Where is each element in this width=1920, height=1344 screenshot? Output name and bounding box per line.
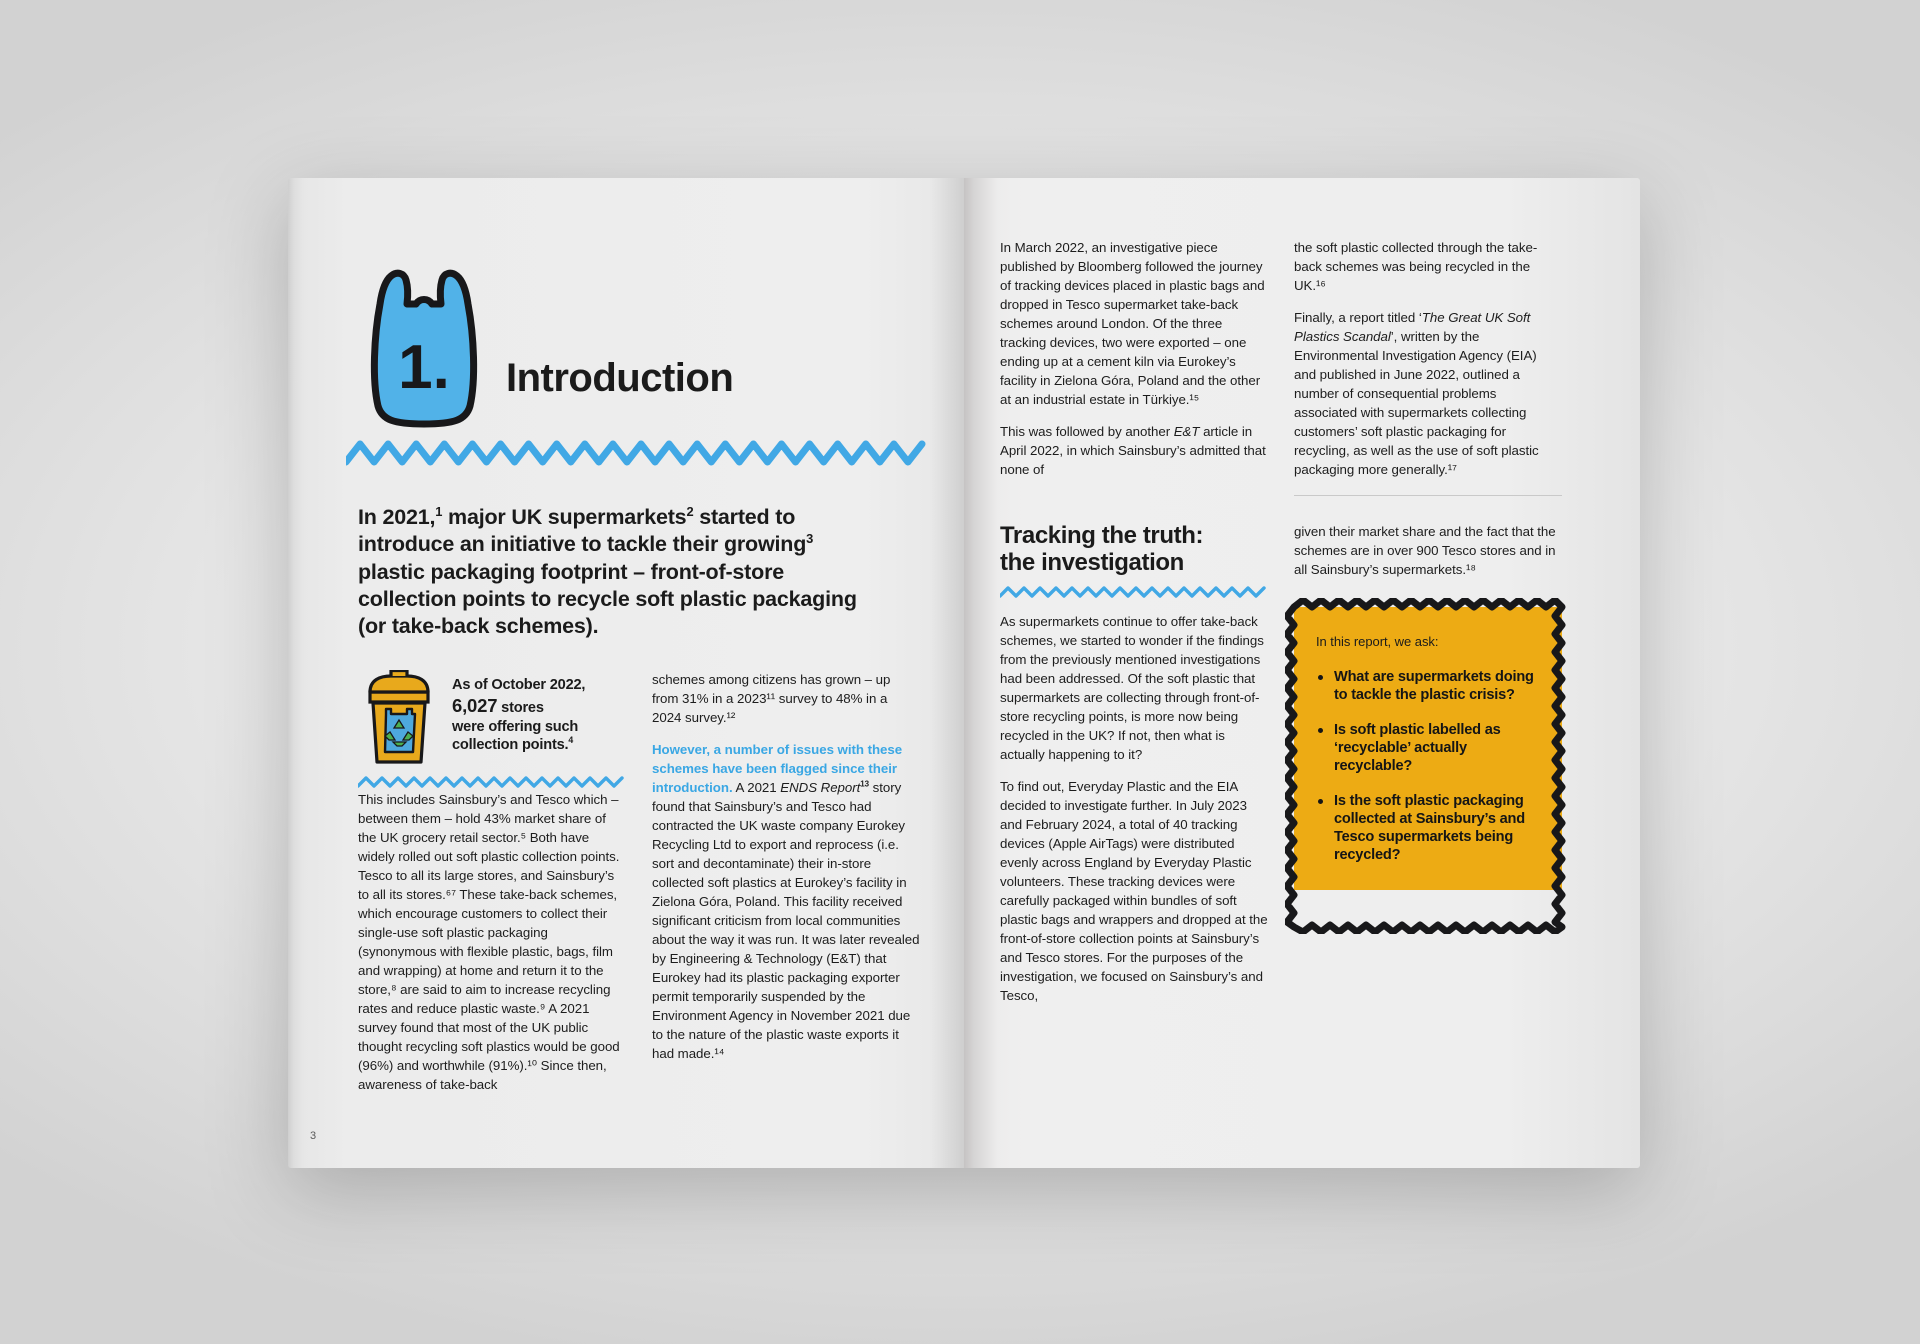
in-this-report-callout	[1294, 607, 1562, 890]
stat-line-3: were offering such	[452, 718, 579, 735]
section-heading-line-2: the investigation	[1000, 549, 1184, 577]
plastic-bag-icon	[358, 260, 490, 428]
et-lead-in: This was followed by another	[1000, 424, 1174, 439]
lead-paragraph	[358, 504, 878, 640]
chapter-header	[358, 240, 928, 428]
recycling-bin-icon	[358, 670, 440, 766]
left-column-1	[358, 670, 626, 1107]
right-col2-paragraph-2	[1294, 308, 1562, 479]
left-column-2	[652, 670, 920, 1107]
stat-unit: stores	[497, 699, 544, 716]
right-col2-paragraph-1: the soft plastic collected through the take-back schemes was being recycled in the UK.¹⁶	[1294, 240, 1538, 293]
lead-run-0: In 2021,	[358, 505, 436, 529]
section-heading	[1000, 522, 1268, 576]
ends-report-title: ENDS Report	[780, 780, 861, 796]
magazine-spread	[288, 178, 1640, 1168]
ask-box-question-list	[1316, 668, 1538, 865]
left-col1-paragraph: This includes Sainsbury’s and Tesco which – between them – hold 43% market share of the UK grocery retail sector.⁵ Both have widely rolled out soft plastic collection points. Tesco to all its large stores, and Sainsbury’s to all its stores.⁶⁷ These take-back schemes, which encourage customers to collect their single-use soft plastic packaging (synonymous with flexible plastic, bags, film and wrapping) at home and return it to the store,⁸ are said to aim to increase recycling rates and reduce plastic waste.⁹ A 2021 survey found that most of the UK public thought recycling soft plastics would be good (96%) and worthwhile (91%).¹⁰ Since then, awareness of take-back	[358, 792, 620, 1093]
lead-run-2: started to introduce an initiative to tackle their growing	[358, 505, 807, 557]
ask-box-intro: In this report, we ask:	[1316, 634, 1439, 649]
ask-box-question: Is the soft plastic packaging collected at Sainsbury’s and Tesco supermarkets being recycled?	[1316, 792, 1538, 864]
footnote-2: 2	[686, 503, 694, 519]
scandal-tail: ’, written by the Environmental Investigation Agency (EIA) and published in June 2022, outlined a number of consequential problems associated with supermarkets collecting customers’ soft plastic packaging for recycling, as well as the use of soft plastic packaging more generally.¹⁷	[1294, 329, 1539, 477]
right-column-2	[1294, 238, 1562, 518]
section-column-1	[1000, 522, 1268, 1018]
zigzag-divider	[346, 436, 928, 470]
footnote-13: 13	[860, 780, 870, 790]
ask-box-question: What are supermarkets doing to tackle the plastic crisis?	[1316, 668, 1538, 704]
et-title: E&T	[1173, 424, 1200, 439]
section-col1-paragraph-2: To find out, Everyday Plastic and the EIA decided to investigate further. In July 2023 and February 2024, a total of 40 tracking devices (Apple AirTags) were distributed evenly across England by Everyday Plastic volunteers. These tracking devices were carefully packaged within bundles of soft plastic bags and wrappers and dropped at the front-of-store collection points at Sainsbury’s and Tesco stores. For the purposes of the investigation, we focused on Sainsbury’s and Tesco,	[1000, 779, 1268, 1004]
stat-callout	[358, 670, 626, 766]
chapter-title: Introduction	[506, 356, 734, 400]
ask-box-question: Is soft plastic labelled as ‘recyclable’ actually recyclable?	[1316, 721, 1538, 775]
left-col2-paragraph-top: schemes among citizens has grown – up from 31% in a 2023¹¹ survey to 48% in a 2024 survey.¹²	[652, 672, 891, 726]
scandal-title: The Great UK Soft Plastics Scandal	[1294, 310, 1531, 344]
left-page-columns	[358, 670, 928, 1107]
lead-run-1: major UK supermarkets	[442, 505, 687, 529]
et-tail: article in April 2022, in which Sainsbury’s admitted that none of	[1000, 424, 1266, 477]
lead-run-3: plastic packaging footprint – front-of-store collection points to recycle soft plastic packaging (or take-back schemes).	[358, 559, 857, 639]
section-column-2	[1294, 522, 1562, 1018]
right-col1-paragraph-1: In March 2022, an investigative piece published by Bloomberg followed the journey of tracking devices placed in plastic bags and dropped in Tesco supermarket take-back schemes around London. Of the three tracking devices, two were exported – one ending up at a cement kiln via Eurokey’s facility in Zielona Góra, Poland and the other at an industrial estate in Türkiye.¹⁵	[1000, 240, 1265, 407]
left-page	[288, 178, 964, 1168]
stat-callout-text	[452, 670, 585, 753]
chapter-number-glyph: 1.	[398, 333, 450, 402]
highlight-sentence: However, a number of issues with these schemes have been flagged since their introduction.	[652, 742, 903, 796]
section-col2-paragraph-1: given their market share and the fact that the schemes are in over 900 Tesco stores and in all Sainsbury’s supermarkets.¹⁸	[1294, 524, 1556, 577]
left-col2-tail: story found that Sainsbury’s and Tesco had contracted the UK waste company Eurokey Recycling Ltd to export and reprocess (i.e. sort and decontaminate) their in-store collected soft plastics at Eurokey’s facility in Zielona Góra, Poland. This facility received significant criticism from local communities about the way it was run. It was later revealed by Engineering & Technology (E&T) that Eurokey had its plastic packaging exporter permit temporarily suspended by the Environment Agency in November 2021 due to the nature of the plastic waste exports it had made.¹⁴	[652, 780, 920, 1062]
section-col1-paragraph-1: As supermarkets continue to offer take-back schemes, we started to wonder if the findings from the previously mentioned investigations had been addressed. Of the soft plastic that supermarkets are collecting through front-of-store recycling points, is more now being recycled in the UK? If not, then what is actually happening to it?	[1000, 614, 1264, 763]
right-page-section	[1000, 522, 1582, 1018]
scandal-lead-in: Finally, a report titled ‘	[1294, 310, 1422, 325]
ends-lead-in: A 2021	[732, 780, 781, 796]
footnote-4: 4	[568, 734, 574, 745]
stat-line-1: As of October 2022,	[452, 677, 586, 694]
stat-number: 6,027	[452, 694, 498, 716]
right-page	[964, 178, 1640, 1168]
footnote-3: 3	[806, 531, 814, 547]
zigzag-divider-small	[358, 774, 626, 790]
page-folio: 3	[310, 1130, 317, 1142]
section-divider-rule	[1294, 495, 1562, 496]
stat-line-4: collection points.	[452, 736, 569, 753]
right-page-top-columns	[1000, 238, 1582, 518]
section-heading-line-1: Tracking the truth:	[1000, 522, 1204, 549]
footnote-1: 1	[435, 503, 443, 519]
zigzag-divider-section	[1000, 584, 1268, 600]
left-col2-paragraph-highlight	[652, 740, 920, 1063]
right-col1-paragraph-2	[1000, 422, 1268, 479]
right-column-1	[1000, 238, 1268, 518]
